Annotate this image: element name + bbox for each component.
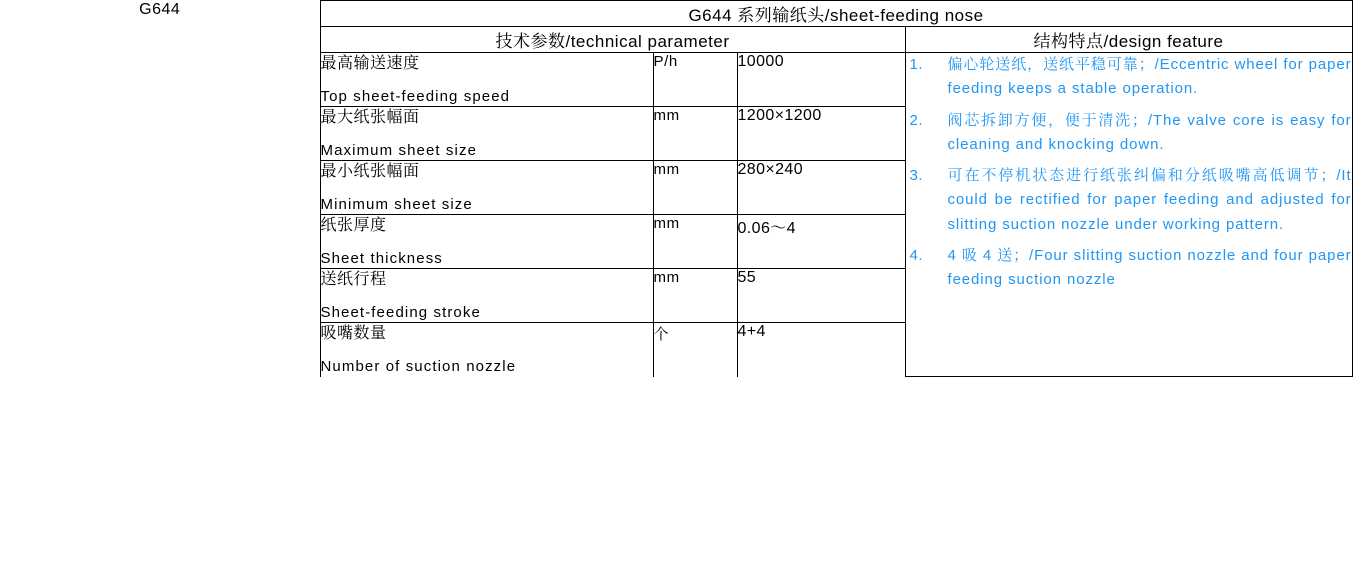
unit-cell: mm: [653, 161, 737, 215]
parameter-cell: [320, 161, 653, 215]
parameter-name-en: Minimum sheet size: [320, 195, 473, 213]
value-cell: 4+4: [737, 323, 905, 377]
parameter-cell: [320, 53, 653, 107]
design-feature-cell: [905, 53, 1352, 377]
parameter-name-zh: 送纸行程: [320, 271, 387, 289]
model-cell: [0, 1, 320, 377]
value-cell: 0.06～4: [737, 215, 905, 269]
model-label: G644: [139, 0, 181, 18]
unit-cell: mm: [653, 269, 737, 323]
unit-cell: mm: [653, 215, 737, 269]
feature-list: [906, 53, 1352, 293]
parameter-name-zh: 吸嘴数量: [320, 325, 387, 343]
parameter-name-en: Sheet-feeding stroke: [320, 303, 481, 321]
value-cell: 280×240: [737, 161, 905, 215]
parameter-cell: [320, 107, 653, 161]
table-row-title: [0, 1, 1352, 27]
parameter-name-en: Sheet thickness: [320, 249, 443, 267]
parameter-cell: [320, 269, 653, 323]
parameter-cell: [320, 215, 653, 269]
value-cell: 55: [737, 269, 905, 323]
parameter-name-zh: 最高输送速度: [320, 55, 420, 72]
list-item: 可在不停机状态进行纸张纠偏和分纸吸嘴高低调节；/It could be rectified for paper feeding and adjusted for slitting suction nozzle under working pattern.: [947, 167, 1352, 233]
value-cell: 10000: [737, 53, 905, 107]
value-cell: 1200×1200: [737, 107, 905, 161]
list-item: 4 吸 4 送；/Four slitting suction nozzle and four paper feeding suction nozzle: [947, 247, 1352, 289]
parameter-name-en: Top sheet-feeding speed: [320, 87, 511, 105]
parameter-name-zh: 最大纸张幅面: [320, 109, 420, 127]
table-title: G644 系列输纸头/sheet-feeding nose: [320, 1, 1352, 27]
parameter-name-zh: 最小纸张幅面: [320, 163, 420, 181]
list-item: 偏心轮送纸，送纸平稳可靠；/Eccentric wheel for paper feeding keeps a stable operation.: [947, 56, 1352, 98]
unit-cell: 个: [653, 323, 737, 377]
parameter-name-zh: 纸张厚度: [320, 217, 387, 235]
group-header-technical: 技术参数/technical parameter: [320, 27, 905, 53]
parameter-name-en: Maximum sheet size: [320, 141, 478, 159]
parameter-cell: [320, 323, 653, 377]
unit-cell: P/h: [653, 53, 737, 107]
unit-cell: mm: [653, 107, 737, 161]
group-header-design: 结构特点/design feature: [905, 27, 1352, 53]
list-item: 阀芯拆卸方便，便于清洗；/The valve core is easy for cleaning and knocking down.: [947, 111, 1352, 153]
parameter-name-en: Number of suction nozzle: [320, 358, 517, 376]
